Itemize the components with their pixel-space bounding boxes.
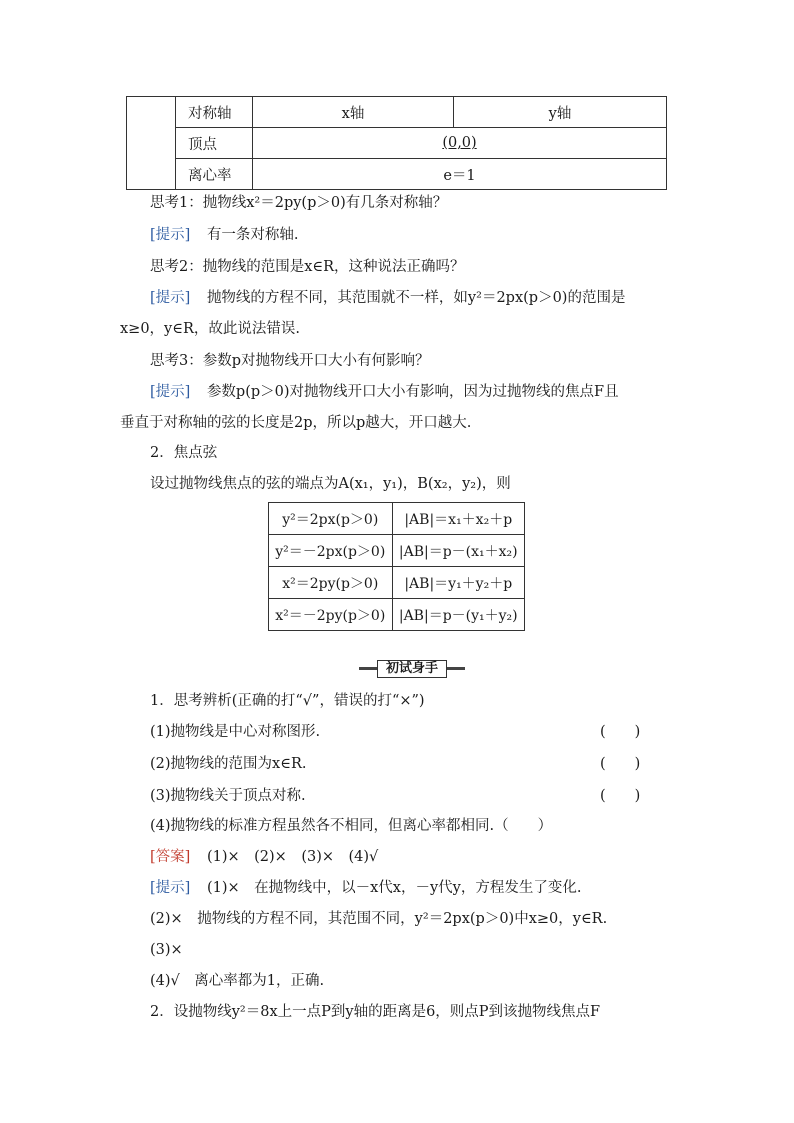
ex1-item-3: (3)抛物线关于顶点对称. bbox=[150, 788, 306, 804]
section-banner bbox=[359, 660, 465, 678]
ex1-hint-4: (4)√ 离心率都为1，正确. bbox=[150, 973, 325, 989]
think3-hint-line2: 垂直于对称轴的弦的长度是2p，所以p越大，开口越大. bbox=[120, 415, 472, 431]
row-label: 对称轴 bbox=[176, 97, 253, 128]
answer-paren: ( ) bbox=[600, 788, 641, 804]
think1-question: 思考1：抛物线x²＝2py(p＞0)有几条对称轴？ bbox=[150, 195, 448, 211]
ex1-hint-2: (2)× 抛物线的方程不同，其范围不同，y²＝2px(p＞0)中x≥0，y∈R. bbox=[150, 911, 608, 927]
think1-hint: 有一条对称轴. bbox=[206, 227, 299, 243]
think2-hint-1: 抛物线的方程不同，其范围就不一样，如y²＝2px(p＞0)的范围是 bbox=[206, 290, 626, 306]
hint-tag: [提示] bbox=[150, 880, 191, 896]
ex2-question: 2．设抛物线y²＝8x上一点P到y轴的距离是6，则点P到该抛物线焦点F bbox=[150, 1004, 601, 1020]
row-label: 顶点 bbox=[176, 128, 253, 159]
banner-label: 初试身手 bbox=[377, 660, 447, 678]
chord-length: |AB|＝p－(x₁＋x₂) bbox=[392, 535, 525, 567]
chord-length: |AB|＝p－(y₁＋y₂) bbox=[392, 599, 525, 631]
chord-length: |AB|＝x₁＋x₂＋p bbox=[392, 503, 525, 535]
cell-eccentricity: e＝1 bbox=[253, 159, 667, 190]
think1-hint-line bbox=[150, 225, 299, 245]
hint-tag: [提示] bbox=[150, 384, 191, 400]
ex1-item-2: (2)抛物线的范围为x∈R. bbox=[150, 756, 307, 772]
think2-hint-line1 bbox=[150, 288, 625, 308]
ex1-item-4: (4)抛物线的标准方程虽然各不相同，但离心率都相同.（ ） bbox=[150, 818, 553, 834]
table-merged-cell bbox=[127, 97, 176, 190]
cell-y-axis: y轴 bbox=[454, 97, 667, 128]
cell-vertex: (0,0) bbox=[253, 128, 667, 159]
chord-equation: y²＝2px(p＞0) bbox=[269, 503, 393, 535]
ex1-answer: (1)× (2)× (3)× (4)√ bbox=[206, 849, 379, 865]
section2-intro: 设过抛物线焦点的弦的端点为A(x₁，y₁)，B(x₂，y₂)，则 bbox=[150, 476, 511, 492]
ex1-item-1: (1)抛物线是中心对称图形. bbox=[150, 724, 321, 740]
ex1-answer-line bbox=[150, 847, 378, 867]
chord-equation: y²＝－2px(p＞0) bbox=[269, 535, 393, 567]
chord-equation: x²＝2py(p＞0) bbox=[269, 567, 393, 599]
think3-question: 思考3：参数p对抛物线开口大小有何影响？ bbox=[150, 353, 430, 369]
cell-x-axis: x轴 bbox=[253, 97, 454, 128]
answer-tag: [答案] bbox=[150, 849, 191, 865]
ex1-title: 1．思考辨析(正确的打“√”，错误的打“×”) bbox=[150, 693, 425, 709]
focal-chord-table bbox=[268, 502, 525, 631]
row-label: 离心率 bbox=[176, 159, 253, 190]
think3-hint-line1 bbox=[150, 382, 619, 402]
answer-paren: ( ) bbox=[600, 756, 641, 772]
section2-title: 2．焦点弦 bbox=[150, 445, 218, 461]
chord-length: |AB|＝y₁＋y₂＋p bbox=[392, 567, 525, 599]
chord-equation: x²＝－2py(p＞0) bbox=[269, 599, 393, 631]
ex1-hint-1: (1)× 在抛物线中，以－x代x，－y代y，方程发生了变化. bbox=[206, 880, 582, 896]
ex1-hint-line1 bbox=[150, 878, 581, 898]
think2-question: 思考2：抛物线的范围是x∈R，这种说法正确吗？ bbox=[150, 259, 465, 275]
hint-tag: [提示] bbox=[150, 290, 191, 306]
answer-paren: ( ) bbox=[600, 724, 641, 740]
ex1-hint-3: (3)× bbox=[150, 942, 183, 958]
hint-tag: [提示] bbox=[150, 227, 191, 243]
think3-hint-1: 参数p(p＞0)对抛物线开口大小有影响，因为过抛物线的焦点F且 bbox=[206, 384, 619, 400]
think2-hint-line2: x≥0，y∈R，故此说法错误. bbox=[120, 321, 301, 337]
properties-table bbox=[126, 96, 667, 190]
